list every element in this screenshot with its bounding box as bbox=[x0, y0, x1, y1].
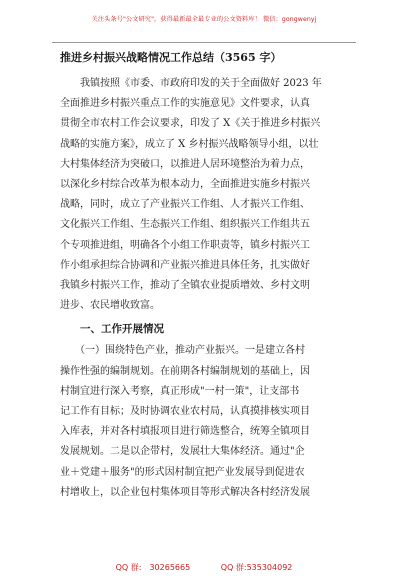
document-title: 推进乡村振兴战略情况工作总结（3565 字） bbox=[60, 51, 282, 64]
document-body bbox=[60, 48, 350, 503]
text-line: 业＋党建＋服务"的形式因村制宜把产业发展导到促进农 bbox=[60, 466, 305, 478]
text-line: 大村集体经济为突破口，以推进人居环境整治为着力点， bbox=[60, 158, 310, 170]
text-line: 作小组承担综合协调和产业振兴推进具体任务，扎实做好 bbox=[60, 259, 310, 271]
footer-qq-group-2: QQ 群:535304092 bbox=[220, 563, 293, 572]
text-line: 战略的实施方案》，成立了 X 乡村振兴战略领导小组，以壮 bbox=[60, 138, 319, 150]
header-banner: 关注头条号"公文研究"，获得最新最全最专业的公文资料库！ 微信：gongwenyj bbox=[91, 16, 317, 23]
text-line: 全面推进乡村振兴重点工作的实施意见》文件要求，认真 bbox=[60, 98, 310, 110]
text-line: 进步、农民增收致富。 bbox=[60, 300, 160, 312]
text-line: 村增收上，以企业包村集体项目等形式解决各村经济发展 bbox=[60, 486, 310, 498]
text-line: （一）围绕特色产业，推动产业振兴。一是建立各村 bbox=[60, 345, 305, 357]
intro-paragraph bbox=[60, 74, 350, 316]
text-line: 我镇按照《市委、市政府印发的关于全面做好 2023 年 bbox=[60, 78, 322, 89]
text-line: 操作性强的编制规划。在前期各村编制规划的基础上，因 bbox=[60, 365, 310, 377]
text-line: 战略，同时，成立了产业振兴工作组、人才振兴工作组、 bbox=[60, 199, 310, 211]
text-line: 村制宜进行深入考察，真正形成"一村一策"，让支部书 bbox=[60, 385, 300, 397]
section-heading: 一、工作开展情况 bbox=[80, 323, 164, 336]
text-line: 个专项推进组，明确各个小组工作职责等，镇乡村振兴工 bbox=[60, 239, 310, 251]
text-line: 入库表，并对各村填报项目进行筛选整合，统筹全镇项目 bbox=[60, 426, 310, 438]
text-line: 贯彻全市农村工作会议要求，印发了 X《关于推进乡村振兴 bbox=[60, 118, 321, 130]
body-paragraph bbox=[60, 341, 350, 503]
text-line: 文化振兴工作组、生态振兴工作组、组织振兴工作组共五 bbox=[60, 219, 310, 231]
text-line: 以深化乡村综合改革为根本动力，全面推进实施乡村振兴 bbox=[60, 179, 310, 191]
header-divider bbox=[52, 42, 356, 43]
footer-contact bbox=[0, 562, 408, 573]
text-line: 记工作有目标；及时协调农业农村局，认真摸排核实项目 bbox=[60, 406, 310, 418]
footer-qq-group-1: QQ 群: 30265665 bbox=[115, 563, 191, 572]
text-line: 发展规划。二是以企带村，发展壮大集体经济。通过"企 bbox=[60, 446, 305, 458]
text-line: 我镇乡村振兴工作，推动了全镇农业提质增效、乡村文明 bbox=[60, 280, 310, 292]
